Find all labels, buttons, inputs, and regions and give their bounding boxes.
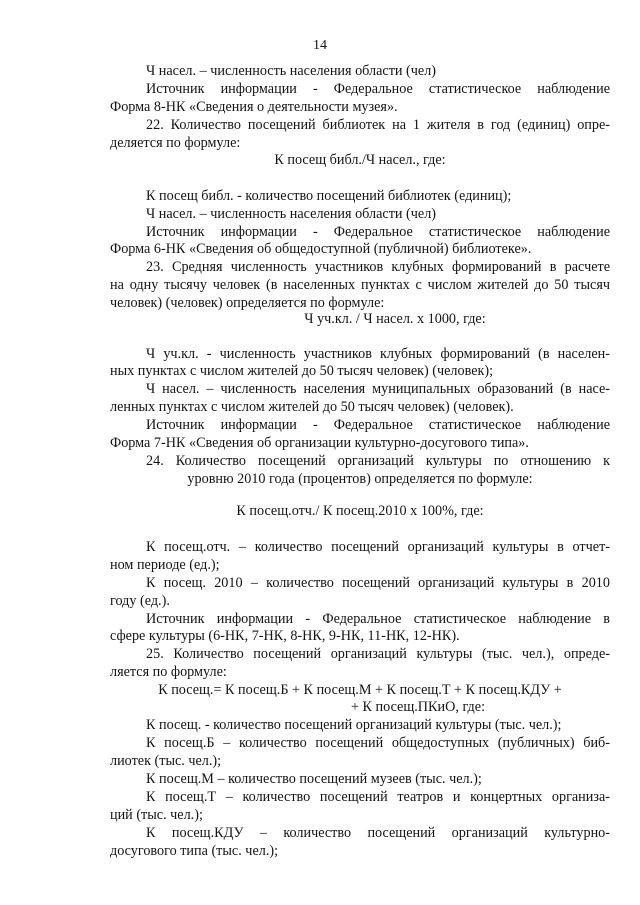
formula: К посещ.отч./ К посещ.2010 х 100%, где: xyxy=(236,503,484,519)
text-line: 23. Средняя численность участников клубных формирований в расчете xyxy=(146,259,610,275)
text-line: уровню 2010 года (процентов) определяется по формуле: xyxy=(187,471,533,487)
text-line: Источник информации - Федеральное статистическое наблюдение xyxy=(146,81,610,97)
text-line: Форма 8-НК «Сведения о деятельности музея». xyxy=(110,99,398,115)
text-line: К посещ.Б – количество посещений общедоступных (публичных) биб- xyxy=(146,735,610,751)
text-line: 22. Количество посещений библиотек на 1 жителя в год (единиц) опре- xyxy=(146,117,610,133)
text-line: ляется по формуле: xyxy=(110,664,227,680)
text-line: Ч насел. – численность населения области (чел) xyxy=(146,63,437,79)
text-line: Форма 6-НК «Сведения об общедоступной (публичной) библиотеке». xyxy=(110,241,532,257)
text-line: Источник информации - Федеральное статистическое наблюдение xyxy=(146,417,610,433)
text-line: ленных пунктах с числом жителей до 50 тысяч человек) (человек). xyxy=(110,399,514,415)
text-line: человек) (человек) определяется по формуле: xyxy=(110,295,385,311)
formula: Ч уч.кл. / Ч насел. х 1000, где: xyxy=(304,311,486,327)
text-line: Форма 7-НК «Сведения об организации культурно-досугового типа». xyxy=(110,435,529,451)
text-line: Ч уч.кл. - численность участников клубных формирований (в населен- xyxy=(146,346,610,362)
page-number: 14 xyxy=(313,38,327,53)
formula: К посещ библ./Ч насел., где: xyxy=(274,152,446,168)
text-line: К посещ.отч. – количество посещений организаций культуры в отчет- xyxy=(146,539,610,555)
text-line: К посещ. 2010 – количество посещений организаций культуры в 2010 xyxy=(146,575,610,591)
text-line: Источник информации - Федеральное статистическое наблюдение в xyxy=(146,611,610,627)
text-line: ном периоде (ед.); xyxy=(110,557,220,573)
formula: + К посещ.ПКиО, где: xyxy=(350,699,486,715)
text-line: ных пунктах с числом жителей до 50 тысяч человек) (человек); xyxy=(110,363,494,379)
text-line: К посещ.КДУ – количество посещений организаций культурно- xyxy=(146,825,610,841)
text-line: 25. Количество посещений организаций культуры (тыс. чел.), опреде- xyxy=(146,646,610,662)
text-line: Ч насел. – численность населения муниципальных образований (в насе- xyxy=(146,381,610,397)
text-line: Ч насел. – численность населения области (чел) xyxy=(146,206,437,222)
text-line: Источник информации - Федеральное статистическое наблюдение xyxy=(146,224,610,240)
text-line: К посещ.М – количество посещений музеев (тыс. чел.); xyxy=(146,771,482,787)
text-line: году (ед.). xyxy=(110,593,170,609)
text-line: досугового типа (тыс. чел.); xyxy=(110,843,279,859)
text-line: К посещ.Т – количество посещений театров и концертных организа- xyxy=(146,789,610,805)
formula: К посещ.= К посещ.Б + К посещ.М + К посещ.Т + К посещ.КДУ + xyxy=(158,682,562,698)
text-line: К посещ библ. - количество посещений библиотек (единиц); xyxy=(146,188,512,204)
text-line: лиотек (тыс. чел.); xyxy=(110,753,222,769)
text-line: сфере культуры (6-НК, 7-НК, 8-НК, 9-НК, 11-НК, 12-НК). xyxy=(110,628,460,644)
text-line: деляется по формуле: xyxy=(110,135,241,151)
text-line: 24. Количество посещений организаций культуры по отношению к xyxy=(146,453,610,469)
text-line: на одну тысячу человек (в населенных пунктах с числом жителей до 50 тысяч xyxy=(110,277,610,293)
text-line: К посещ. - количество посещений организаций культуры (тыс. чел.); xyxy=(146,717,562,733)
text-line: ций (тыс. чел.); xyxy=(110,807,203,823)
